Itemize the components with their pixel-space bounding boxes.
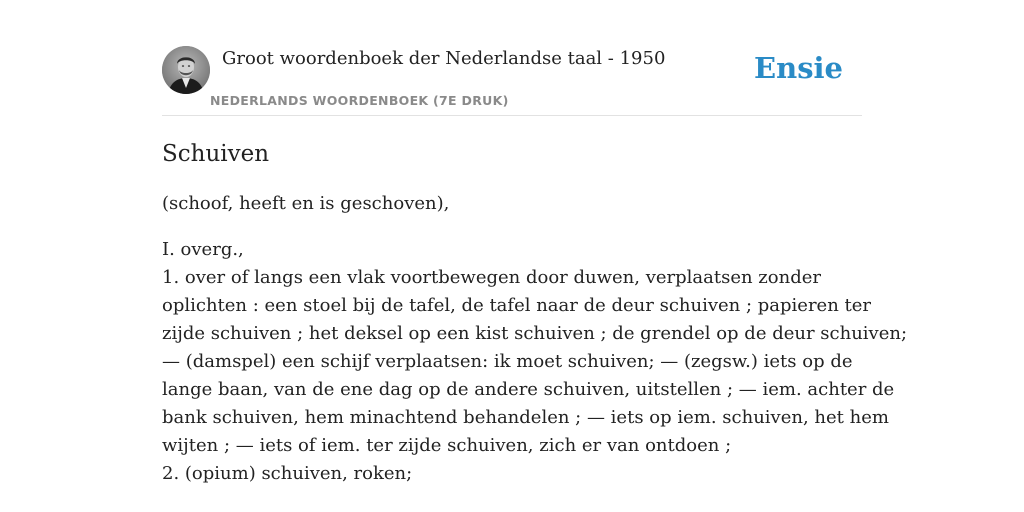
definition-line: I. overg., [162,239,244,260]
site-header [162,44,862,116]
entry-definition [162,236,908,488]
book-title-link[interactable]: Groot woordenboek der Nederlandse taal - 1950 [222,48,666,69]
entry-forms: (schoof, heeft en is geschoven), [162,193,450,214]
definition-line: 2. (opium) schuiven, roken; [162,463,413,484]
definition-line: zijde schuiven ; het deksel op een kist schuiven ; de grendel op de deur schuiven; [162,323,908,344]
definition-line: bank schuiven, hem minachtend behandelen ; — iets op iem. schuiven, het hem [162,407,889,428]
brand-logo[interactable]: Ensie [754,51,843,85]
dictionary-entry [162,138,908,488]
definition-line: lange baan, van de ene dag op de andere schuiven, uitstellen ; — iem. achter de [162,379,895,400]
entry-title: Schuiven [162,141,270,167]
definition-line: oplichten : een stoel bij de tafel, de tafel naar de deur schuiven ; papieren ter [162,295,872,316]
author-portrait-icon[interactable] [162,46,210,94]
definition-line: — (damspel) een schijf verplaatsen: ik moet schuiven; — (zegsw.) iets op de [162,351,853,372]
book-subtitle: NEDERLANDS WOORDENBOEK (7E DRUK) [210,93,509,108]
definition-line: 1. over of langs een vlak voortbewegen door duwen, verplaatsen zonder [162,267,822,288]
definition-line: wijten ; — iets of iem. ter zijde schuiven, zich er van ontdoen ; [162,435,732,456]
